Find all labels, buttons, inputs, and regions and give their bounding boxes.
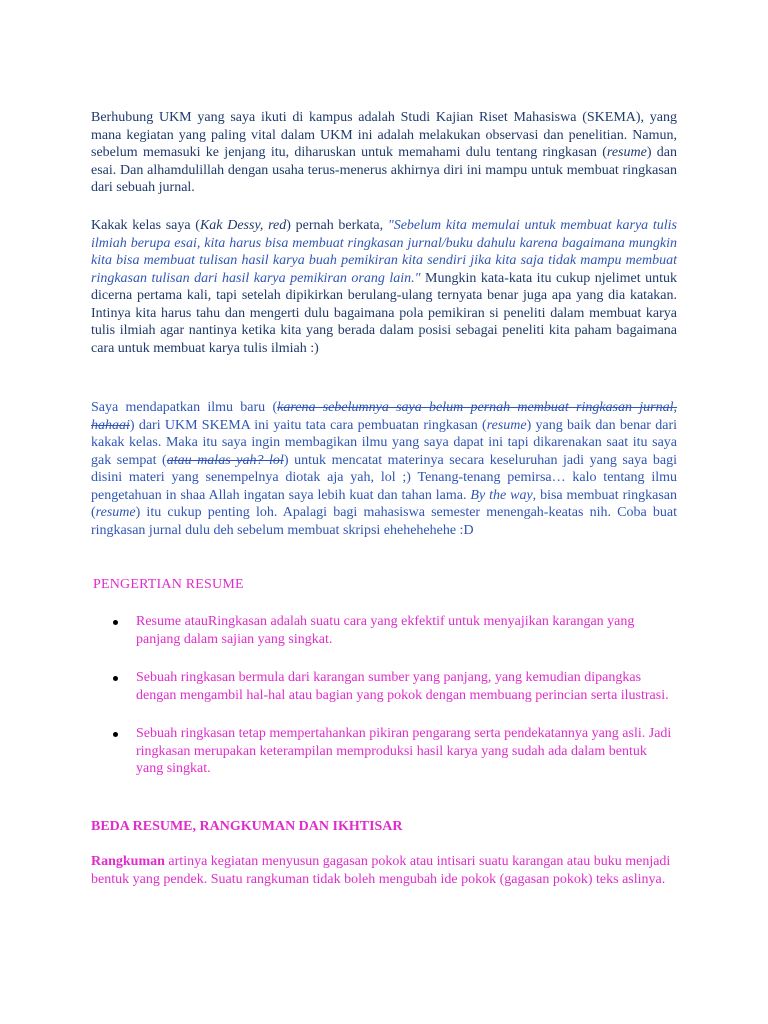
- knowledge-resume-term-2: resume: [95, 505, 136, 520]
- knowledge-resume-term-1: resume: [486, 417, 527, 433]
- intro-text-1: Berhubung UKM yang saya ikuti di kampus adalah Studi Kajian Riset Mahasiswa (SKEMA), yang mana kegiatan yang paling vital dalam UKM ini adalah melakukan observasi dan penelitian. Namun, sebelum memasuki ke jenjang itu, diharuskan untuk memahami dulu tentang ringkasan (: [91, 110, 677, 160]
- paragraph-new-knowledge: [91, 399, 677, 539]
- bullet-dot-icon: [113, 676, 118, 681]
- knowledge-text-3: ) yang baik dan benar dari kakak kelas. Maka itu saya ingin membagikan ilmu yang saya dapat ini tapi dikarenakan saat itu saya gak sempat (: [91, 417, 677, 468]
- list-item: [91, 669, 677, 704]
- paragraph-rangkuman: [91, 853, 677, 888]
- bullet-text: Sebuah ringkasan bermula dari karangan sumber yang panjang, yang kemudian dipangkas dengan mengambil hal-hal atau bagian yang pokok dengan membuang perincian serta ilustrasi.: [136, 670, 669, 703]
- intro-text-2: ) dan esai. Dan alhamdulillah dengan usaha terus-menerus akhirnya diri ini mampu untuk membuat ringkasan dari sebuah jurnal.: [91, 145, 677, 195]
- quote-lead-text: Kakak kelas saya (: [91, 218, 200, 233]
- rangkuman-term: Rangkuman: [91, 854, 165, 869]
- bullet-text: Sebuah ringkasan tetap mempertahankan pikiran pengarang serta pendekatannya yang asli. Jadi ringkasan merupakan keterampilan memproduksi hasil karya yang sudah ada dalam bentuk yang singkat.: [136, 726, 672, 776]
- bullet-dot-icon: [113, 732, 118, 737]
- quote-source-name: Kak Dessy, red: [199, 218, 287, 233]
- bullet-dot-icon: [113, 620, 118, 625]
- paragraph-intro: [91, 109, 677, 197]
- knowledge-text-1: Saya mendapatkan ilmu baru (: [91, 400, 278, 415]
- quote-followup-text: Mungkin kata-kata itu cukup njelimet untuk dicerna pertama kali, tapi setelah dipikirkan berulang-ulang ternyata benar juga apa yang dia katakan. Intinya kita harus tahu dan mengerti dulu bagaimana pola pemikiran si peneliti dalam membuat karya tulis ilmiah agar nantinya ketika kita yang berada dalam posisi sebagai peneliti kita paham bagaimana cara untuk membuat karya tulis ilmiah :): [91, 270, 677, 356]
- paragraph-quote: [91, 217, 677, 357]
- by-the-way-phrase: By the way: [470, 487, 533, 503]
- list-item: [91, 613, 677, 648]
- rangkuman-definition: artinya kegiatan menyusun gagasan pokok atau intisari suatu karangan atau buku menjadi bentuk yang pendek. Suatu rangkuman tidak boleh mengubah ide pokok (gagasan pokok) teks aslinya.: [91, 854, 671, 887]
- quote-text: "Sebelum kita memulai untuk membuat karya tulis ilmiah berupa esai, kita harus bisa membuat ringkasan jurnal/buku dahulu karena bagaimana mungkin kita bisa membuat tulisan hasil karya buah pemikiran kita sendiri jika kita saja tidak mampu membuat ringkasan tulisan dari hasil karya pemikiran orang lain.": [91, 218, 678, 286]
- knowledge-text-6: ) itu cukup penting loh. Apalagi bagi mahasiswa semester menengah-keatas nih. Coba buat ringkasan jurnal dulu deh sebelum membuat skripsi ehehehehehe :D: [91, 505, 677, 538]
- intro-resume-term: resume: [606, 145, 647, 160]
- strikethrough-aside-1: karena sebelumnya saya belum pernah membuat ringkasan jurnal, hahaai: [91, 400, 677, 433]
- heading-pengertian-resume: PENGERTIAN RESUME: [93, 577, 244, 592]
- list-item: [91, 725, 677, 778]
- quote-lead-text-2: ) pernah berkata,: [286, 218, 388, 233]
- knowledge-text-4: ) untuk mencatat materinya secara keseluruhan jadi yang saya bagi disini materi yang senempelnya diotak aja yah, lol ;) Tenang-tenang pemirsa… kalo tentang ilmu pengetahuan in shaa Allah ingatan saya lebih kuat dan tahan lama.: [91, 452, 677, 503]
- definition-bullet-list: [91, 613, 677, 778]
- strikethrough-aside-2: atau malas yah? lol: [166, 452, 284, 468]
- heading-beda-resume: BEDA RESUME, RANGKUMAN DAN IKHTISAR: [91, 819, 403, 834]
- bullet-text: Resume atauRingkasan adalah suatu cara yang ekfektif untuk menyajikan karangan yang panjang dalam sajian yang singkat.: [136, 614, 635, 647]
- knowledge-text-2: ) dari UKM SKEMA ini yaitu tata cara pembuatan ringkasan (: [129, 417, 487, 433]
- knowledge-text-5: , bisa membuat ringkasan (: [91, 487, 677, 520]
